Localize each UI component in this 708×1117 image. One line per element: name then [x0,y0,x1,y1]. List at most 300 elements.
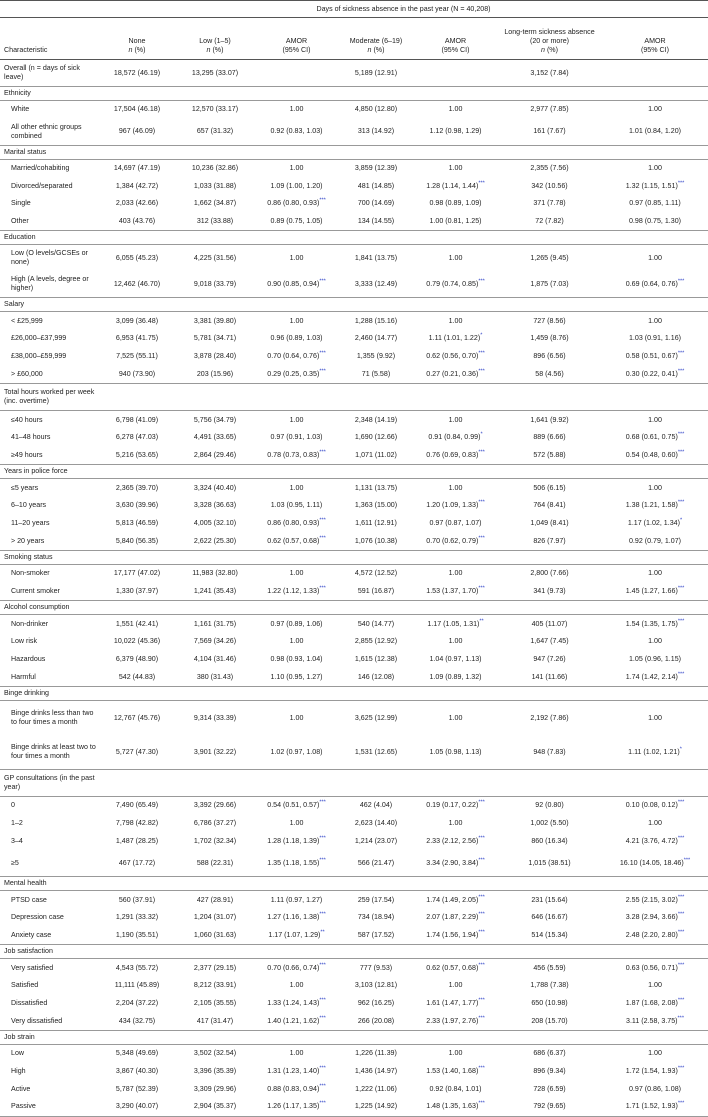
table-cell: 1.00 [448,713,463,722]
section-title: Education [0,231,708,245]
table-cell: 0.86 (0.80, 0.93)*** [267,517,326,527]
table-cell: 0.70 (0.64, 0.76)*** [267,350,326,361]
significance-stars: *** [478,449,485,456]
table-cell: 1.00 [448,164,463,173]
table-cell: 1.03 (0.91, 1.16) [628,334,682,343]
table-cell: 342 (10.56) [531,181,568,190]
table-cell: 146 (12.08) [338,668,414,686]
column-header-row [0,18,708,60]
table-cell: 6,953 (41.75) [115,334,159,343]
table-cell: 2,033 (42.66) [115,199,159,208]
table-cell: 1,531 (12.65) [338,735,414,770]
table-cell: 1.61 (1.47, 1.77)*** [426,997,485,1007]
table-cell: 1.00 [289,415,304,424]
table-cell: 5,348 (49.69) [115,1049,159,1058]
column-header-title: Characteristic [4,46,48,54]
table-cell: 1.00 [289,164,304,173]
table-cell: 1.53 (1.37, 1.70)*** [414,583,497,601]
table-cell: 1,662 (34.87) [193,199,237,208]
table-cell: 1.00 [289,819,304,828]
table-row [0,245,708,272]
table-cell: 3,396 (35.39) [193,1067,237,1076]
significance-stars: *** [478,911,485,918]
significance-stars: *** [677,499,685,506]
table-cell: 940 (73.90) [99,366,175,384]
table-row [0,797,708,815]
table-cell: 0.62 (0.57, 0.68)*** [255,532,338,550]
significance-stars: *** [677,1015,684,1022]
row-label: 3–4 [11,836,23,845]
table-cell: 3,290 (40.07) [99,1098,175,1116]
table-cell: 16.10 (14.05, 18.46)*** [602,850,708,877]
table-cell: 0.92 (0.79, 1.07) [602,532,708,550]
table-cell: 860 (16.34) [531,836,568,845]
table-cell: 948 (7.83) [497,735,602,770]
column-header-6 [497,18,602,60]
row-label: White [11,105,30,114]
table-cell: 17,504 (46.18) [113,105,161,114]
section-title: Years in police force [0,465,708,479]
table-cell: 1.00 [289,713,304,722]
table-cell: 1.00 [648,105,662,114]
section-title: Smoking status [0,551,708,565]
significance-stars: *** [319,535,326,542]
table-cell: 826 (7.97) [497,532,602,550]
table-cell: 1.00 [289,637,304,646]
table-cell: 10,022 (45.36) [113,637,161,646]
table-cell: 1,875 (7.03) [497,271,602,298]
table-cell: 1.00 (0.81, 1.25) [414,213,497,231]
table-cell: 0.90 (0.85, 0.94)*** [255,271,338,298]
table-cell: 1.00 [448,316,463,325]
table-row [0,1098,708,1116]
table-cell: 259 (17.54) [357,895,395,904]
section-title: GP consultations (in the past year) [0,770,708,797]
table-row [0,312,708,330]
table-cell: 3,099 (36.48) [115,316,159,325]
table-cell: 1,190 (35.51) [99,927,175,945]
table-cell: 12,767 (45.76) [113,713,161,722]
table-cell: 1,060 (31.63) [175,927,255,945]
table-cell: 5,781 (34.71) [193,334,237,343]
table-cell: 2,977 (7.85) [530,105,569,114]
significance-stars: *** [677,800,685,807]
table-cell: 2,377 (29.15) [193,963,237,972]
significance-stars: *** [677,618,685,625]
table-cell: 0.30 (0.22, 0.41)*** [602,366,708,384]
significance-stars: *** [478,368,485,375]
table-cell: 0.62 (0.57, 0.68)*** [426,962,485,972]
table-cell: 5,189 (12.91) [338,60,414,87]
table-cell: 11,983 (32.80) [192,569,238,578]
table-cell: 0.63 (0.56, 0.71)*** [625,962,685,972]
significance-stars: *** [319,1101,326,1108]
section-header-row [0,384,708,411]
table-cell: 1.00 [648,637,662,646]
table-cell: 1,225 (14.92) [338,1098,414,1116]
table-cell: 896 (9.34) [533,1067,566,1076]
table-cell: 0.62 (0.56, 0.70)*** [426,350,485,361]
table-cell: 1.54 (1.35, 1.75)*** [625,618,685,628]
table-cell: 3,502 (32.54) [193,1049,237,1058]
table-cell: 1.00 [648,713,662,722]
table-cell: 462 (4.04) [359,801,393,810]
table-cell: 967 (46.09) [99,119,175,146]
table-cell: 5,813 (46.59) [115,518,159,527]
significance-stars: *** [478,180,485,187]
table-cell: 1.74 (1.49, 2.05)*** [426,894,485,904]
significance-stars: *** [319,1083,326,1090]
table-cell: 2,800 (7.66) [530,569,569,578]
table-cell: 728 (6.59) [533,1084,566,1093]
column-header-title: Long-term sickness absence (20 or more) [504,28,595,45]
table-row [0,850,708,877]
significance-stars: *** [319,517,326,524]
table-cell: 1,690 (12.66) [354,433,398,442]
table-cell: 380 (31.43) [175,668,255,686]
table-cell: 17,177 (47.02) [113,569,161,578]
table-cell: 572 (5.88) [497,447,602,465]
table-cell: 2.48 (2.20, 2.80)*** [602,927,708,945]
row-label: 0 [11,801,15,810]
table-cell: 161 (7.67) [497,119,602,146]
section-header-row [0,231,708,245]
table-cell: 134 (14.55) [338,213,414,231]
table-cell: 700 (14.69) [357,199,395,208]
table-cell [414,60,497,87]
significance-stars: *** [478,1015,485,1022]
significance-stars: *** [478,962,485,969]
table-cell: 1.09 (1.00, 1.20) [270,181,323,190]
table-cell: 0.92 (0.83, 1.03) [255,119,338,146]
significance-stars: ** [479,618,484,625]
table-cell: 2,864 (29.46) [175,447,255,465]
table-cell: 2.33 (2.12, 2.56)*** [426,835,485,845]
row-label: All other ethnic groups combined [0,119,99,146]
table-row [0,411,708,429]
section-title: Job strain [0,1031,708,1045]
table-cell: 1,265 (9.45) [530,253,569,262]
significance-stars: *** [319,997,326,1004]
table-cell: 1,214 (23.07) [354,836,398,845]
table-cell: 7,798 (42.82) [115,819,159,828]
table-cell: 650 (10.98) [531,998,568,1007]
table-cell: 92 (0.80) [535,801,564,810]
table-row [0,515,708,533]
table-cell: 1.00 [289,483,304,492]
significance-stars: *** [319,350,326,357]
row-label: Very satisfied [11,963,54,972]
section-header-row [0,687,708,701]
significance-stars: *** [478,535,485,542]
table-cell: 1,002 (5.50) [530,819,569,828]
significance-stars: *** [319,585,326,592]
table-cell: 1.00 [289,253,304,262]
table-cell: 72 (7.82) [497,213,602,231]
table-cell: 1.27 (1.16, 1.38)*** [267,911,326,922]
table-cell: 764 (8.41) [533,501,566,510]
table-cell: 1,049 (8.41) [530,518,569,527]
row-label: 1–2 [11,819,23,828]
section-header-row [0,877,708,891]
table-cell: 1.01 (0.84, 1.20) [602,119,708,146]
table-cell: 540 (14.77) [357,619,395,628]
section-title: Alcohol consumption [0,601,708,615]
table-cell: 9,314 (33.39) [193,713,237,722]
table-cell: 1,384 (42.72) [115,181,159,190]
table-row [0,1012,708,1030]
column-header-title: AMOR [644,37,666,45]
table-cell: 1.00 [289,569,304,578]
table-cell [255,60,338,87]
spanning-header: Days of sickness absence in the past year (N = 40,208) [99,1,708,18]
table-cell: 13,295 (33.07) [175,60,255,87]
table-cell: 3,625 (12.99) [354,713,398,722]
row-label: > £60,000 [0,366,99,384]
row-label: Non-drinker [11,619,49,628]
significance-stars: *** [677,997,685,1004]
table-cell: 403 (43.76) [99,213,175,231]
table-cell: 5,840 (56.35) [99,532,175,550]
table-row [0,447,708,465]
table-cell: 266 (20.08) [338,1012,414,1030]
table-cell: 1.12 (0.98, 1.29) [414,119,497,146]
table-row [0,615,708,633]
table-cell: 6,786 (37.27) [193,819,237,828]
table-row [0,532,708,550]
table-cell: 1,161 (31.75) [193,619,237,628]
column-header-title: AMOR [285,37,308,45]
significance-stars: *** [319,800,326,807]
table-cell: 2.07 (1.87, 2.29)*** [426,911,485,922]
section-title: Mental health [0,877,708,891]
table-cell: 506 (6.15) [533,483,566,492]
row-label: Binge drinks less than two to four times a month [11,709,94,727]
table-cell: 1,015 (38.51) [497,850,602,877]
significance-stars: *** [677,671,685,678]
row-label: ≥5 [0,850,99,877]
row-label: Single [11,199,31,208]
significance-stars: *** [478,894,485,901]
table-cell: 0.19 (0.17, 0.22)*** [426,800,485,810]
table-row [0,668,708,686]
table-row [0,1063,708,1081]
table-cell: 1,841 (13.75) [354,253,398,262]
significance-stars: *** [677,894,685,901]
table-cell: 1.74 (1.56, 1.94)*** [414,927,497,945]
significance-stars: *** [319,911,326,918]
table-cell: 777 (9.53) [359,963,393,972]
row-label: High [11,1067,26,1076]
table-cell: 2,105 (35.55) [193,998,237,1007]
table-cell: 0.76 (0.69, 0.83)*** [414,447,497,465]
table-cell: 481 (14.85) [357,181,395,190]
table-cell: 0.98 (0.93, 1.04) [270,655,323,664]
table-cell: 1.00 [448,819,463,828]
table-cell: 1,615 (12.38) [354,655,398,664]
table-cell: 18,572 (46.19) [99,60,175,87]
table-cell: 591 (16.87) [338,583,414,601]
row-label: Low (O levels/GCSEs or none) [11,249,88,267]
significance-stars: *** [478,1101,485,1108]
significance-stars: *** [478,499,485,506]
table-cell: 3,309 (29.96) [193,1084,237,1093]
table-cell: 1.05 (0.98, 1.13) [414,735,497,770]
section-header-row [0,945,708,959]
row-label: Anxiety case [0,927,99,945]
spanning-header-row [0,1,708,18]
table-cell: 2,622 (25.30) [175,532,255,550]
table-cell: 1.71 (1.52, 1.93)*** [602,1098,708,1116]
column-header-4 [338,18,414,60]
table-cell: 1.00 [648,253,662,262]
column-header-title: Moderate (6–19) [349,37,403,45]
row-label: Low risk [11,637,38,646]
table-cell: 417 (31.47) [175,1012,255,1030]
significance-stars: *** [677,180,685,187]
table-cell: 1,330 (37.97) [99,583,175,601]
table-cell: 231 (15.64) [531,895,568,904]
table-cell: 1,641 (9.92) [530,415,569,424]
table-cell: 3,328 (36.63) [193,501,237,510]
section-header-row [0,1031,708,1045]
significance-stars: *** [319,1065,326,1072]
column-header-title: None [128,37,146,45]
table-cell: 1.09 (0.89, 1.32) [414,668,497,686]
table-row [0,909,708,927]
column-header-5 [414,18,497,60]
table-cell: 1,291 (33.32) [115,913,159,922]
row-label: Depression case [11,913,64,922]
table-cell: 11,111 (45.89) [114,981,160,990]
table-cell: 962 (16.25) [357,998,395,1007]
table-cell: 371 (7.78) [533,199,566,208]
table-cell: 1.32 (1.15, 1.51)*** [625,180,685,190]
table-cell: 1.17 (1.07, 1.29)** [255,927,338,945]
table-cell: 1.00 [289,316,304,325]
table-cell: 1.00 [448,253,463,262]
table-cell: 1.48 (1.35, 1.63)*** [414,1098,497,1116]
table-cell: 1.20 (1.09, 1.33)*** [426,499,485,510]
table-row [0,429,708,447]
column-header-unit: n (%) [128,46,146,54]
table-cell: 5,727 (47.30) [99,735,175,770]
table-cell: 0.70 (0.66, 0.74)*** [267,962,326,972]
table-cell: 456 (5.59) [533,963,566,972]
table-cell: 1.00 [448,637,463,646]
row-label: > 20 years [0,532,99,550]
table-cell: 1,226 (11.39) [355,1049,397,1058]
overall-row [0,60,708,87]
table-cell: 341 (9.73) [497,583,602,601]
table-cell: 405 (11.07) [531,619,568,628]
table-cell: 1.74 (1.42, 2.14)*** [602,668,708,686]
table-cell: 896 (6.56) [533,352,566,361]
table-cell: 1,355 (9.92) [356,352,396,361]
column-header-unit: (95% CI) [441,46,470,54]
table-cell: 3,333 (12.49) [338,271,414,298]
table-cell: 0.86 (0.80, 0.93)*** [267,198,326,208]
table-cell: 14,697 (47.19) [113,164,161,173]
significance-stars: *** [319,278,326,285]
column-header-unit: (95% CI) [641,46,669,54]
table-cell: 1.87 (1.68, 2.08)*** [625,997,685,1007]
table-row [0,633,708,651]
table-cell: 7,525 (55.11) [116,352,158,361]
table-cell: 0.78 (0.73, 0.83)*** [255,447,338,465]
row-label: £26,000–£37,999 [11,334,67,343]
table-cell: 1,222 (11.06) [355,1084,397,1093]
significance-stars: *** [677,911,685,918]
table-cell: 0.54 (0.48, 0.60)*** [602,447,708,465]
table-cell: 427 (28.91) [196,895,234,904]
table-row [0,366,708,384]
table-row [0,833,708,851]
table-cell: 4,225 (31.56) [193,253,237,262]
table-cell: 734 (18.94) [357,913,395,922]
significance-stars: *** [677,431,685,438]
row-label: Active [11,1084,31,1093]
significance-stars: *** [677,368,685,375]
table-cell: 4,005 (32.10) [193,518,237,527]
row-label: Non-smoker [11,569,50,578]
table-cell: 1.00 [648,415,662,424]
row-label: Other [0,213,99,231]
table-cell: 1.17 (1.02, 1.34)* [627,517,683,527]
table-cell: 560 (37.91) [118,895,156,904]
significance-stars: *** [683,857,691,864]
table-cell: 3,103 (12.81) [354,981,398,990]
table-cell: 1.03 (0.95, 1.11) [270,501,323,510]
row-label: 6–10 years [11,501,47,510]
table-row [0,1045,708,1063]
table-row [0,995,708,1013]
table-cell: 1.00 [448,415,463,424]
table-cell: 0.97 (0.85, 1.11) [629,199,681,208]
table-cell: 3,859 (12.39) [354,164,398,173]
significance-stars: *** [319,368,326,375]
table-cell: 6,379 (48.90) [115,655,159,664]
table-cell: 1.11 (0.97, 1.27) [270,895,323,904]
table-cell: 1.00 [448,569,463,578]
table-cell: 1.11 (1.02, 1.21)* [602,735,708,770]
table-cell: 2,904 (35.37) [175,1098,255,1116]
table-cell: 1,487 (28.25) [115,836,159,845]
column-header-unit: n (%) [206,46,224,54]
significance-stars: *** [677,1065,685,1072]
table-cell: 5,756 (34.79) [193,415,237,424]
table-cell: 1.00 [289,105,304,114]
table-cell: 1.17 (1.05, 1.31)** [427,618,484,628]
table-row [0,119,708,146]
table-cell: 0.79 (0.74, 0.85)*** [414,271,497,298]
table-cell: 1,702 (32.34) [193,836,237,845]
table-cell: 3,630 (39.96) [115,501,159,510]
significance-stars: * [480,431,483,438]
table-body [0,60,708,1117]
table-cell: 2,204 (37.22) [115,998,159,1007]
row-label: High (A levels, degree or higher) [0,271,99,298]
table-row [0,159,708,177]
table-cell: 1.02 (0.97, 1.08) [255,735,338,770]
table-cell: 1.00 [648,819,662,828]
significance-stars: *** [478,585,485,592]
table-cell: 7,490 (65.49) [115,801,159,810]
table-cell: 1,363 (15.00) [354,501,398,510]
row-label: Passive [0,1098,99,1116]
table-row [0,271,708,298]
table-cell: 2,460 (14.77) [354,334,398,343]
